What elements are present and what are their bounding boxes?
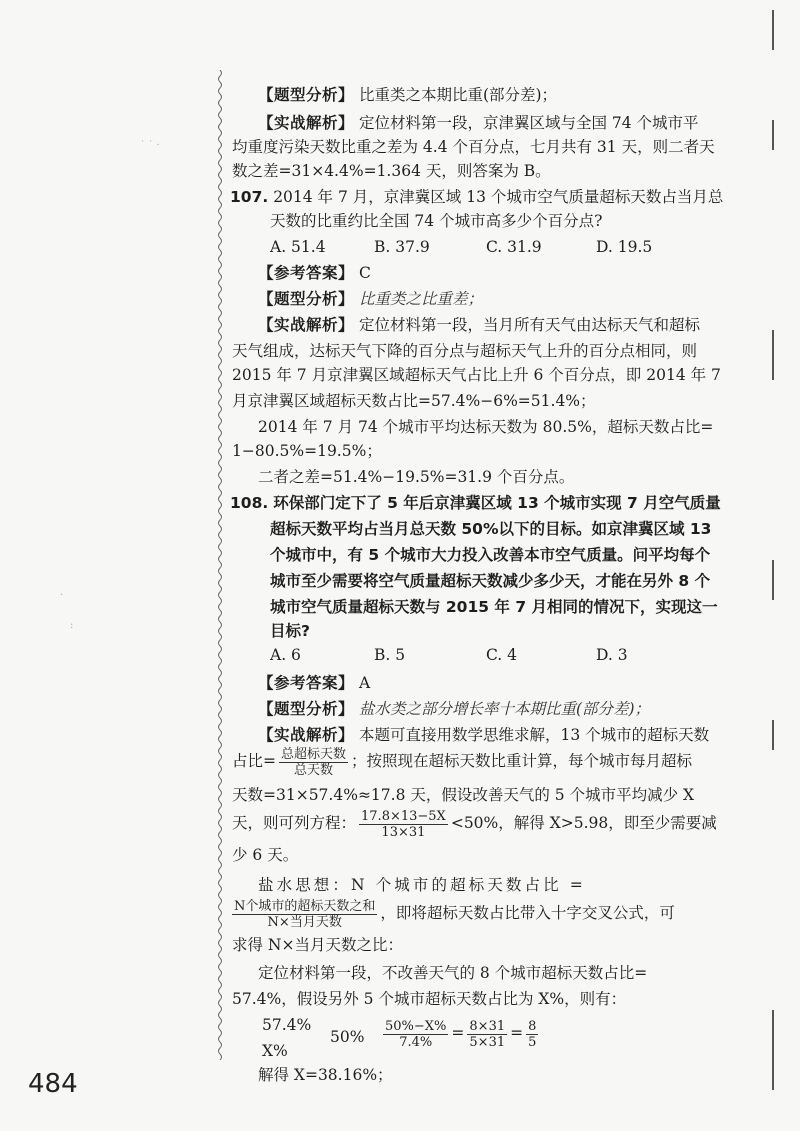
- text-line: 城市至少需要将空气质量超标天数减少多少天，才能在另外 8 个: [270, 572, 711, 590]
- cross-mid: 50%: [330, 1028, 365, 1046]
- binding-wavy-line: [216, 70, 224, 1060]
- scan-speck: :: [70, 620, 74, 631]
- option-b: B. 5: [374, 646, 406, 664]
- scan-speck: ·: [60, 590, 64, 601]
- margin-rule: [772, 720, 774, 750]
- scan-speck: ˙ ˙ ·: [140, 140, 160, 151]
- option-b: B. 37.9: [374, 238, 430, 256]
- text-line: 均重度污染天数比重之差为 4.4 个百分点，七月共有 31 天，则二者天: [232, 138, 715, 156]
- text-line: 天气组成，达标天气下降的百分点与超标天气上升的百分点相同，则: [232, 342, 698, 360]
- fraction: $\frac{8\times 31}{5\times 31}$: [469, 1018, 506, 1050]
- text-line: 天数的比重约比全国 74 个城市高多少个百分点?: [270, 212, 603, 230]
- option-a: A. 51.4: [270, 238, 326, 256]
- text-line: 【实战解析】 本题可直接用数学思维求解，13 个城市的超标天数: [258, 726, 710, 744]
- answer-108: 【参考答案】 A: [258, 674, 371, 692]
- margin-rule: [772, 120, 774, 150]
- page-number: 484: [28, 1069, 78, 1099]
- text-line: 【题型分析】 盐水类之部分增长率十本期比重(部分差)；: [258, 700, 651, 718]
- text-line: 1−80.5%=19.5%；: [232, 442, 382, 460]
- option-c: C. 4: [486, 646, 518, 664]
- option-d: D. 19.5: [596, 238, 653, 256]
- text-line: 解得 X=38.16%；: [258, 1066, 393, 1084]
- cross-a: 57.4%: [262, 1016, 312, 1034]
- text-line: 【实战解析】 定位材料第一段，当月所有天气由达标天气和超标: [258, 316, 700, 334]
- text-line: 【实战解析】 定位材料第一段，京津翼区域与全国 74 个城市平: [258, 114, 699, 132]
- text-line: 数之差=31×4.4%=1.364 天，则答案为 B。: [232, 162, 551, 180]
- options-107: [270, 236, 652, 258]
- fraction: $\frac{\text{总超标天数}}{\text{总天数}}$: [281, 746, 347, 778]
- fraction: $\frac{\text{N个城市的超标天数之和}}{\text{N×当月天数}}$: [234, 898, 376, 930]
- question-107: 107. 2014 年 7 月，京津冀区域 13 个城市空气质量超标天数占当月总: [230, 188, 724, 206]
- text-line: 二者之差=51.4%−19.5%=31.9 个百分点。: [258, 468, 575, 486]
- text-line: 2015 年 7 月京津翼区域超标天气占比上升 6 个百分点，即 2014 年 7: [232, 366, 721, 384]
- question-108: 108. 环保部门定下了 5 年后京津冀区域 13 个城市实现 7 月空气质量: [230, 494, 721, 512]
- cross-equation: $\frac{50\%-X\%}{7.4\%}$ = $\frac{8\times 31}{5\times 31}$ = $\frac{8}{5}$: [385, 1018, 537, 1050]
- fraction-line-2: 天，则可列方程： $\frac{17.8\times 13-5X}{13\times 31}$ <50%，解得 X>5.98，即至少需要减: [232, 808, 717, 840]
- fraction-line-1: 占比= $\frac{\text{总超标天数}}{\text{总天数}}$ ；按照现在超标天数比重计算，每个城市每月超标: [232, 746, 693, 778]
- text-line: 天数=31×57.4%≈17.8 天，假设改善天气的 5 个城市平均减少 X: [232, 786, 695, 804]
- option-c: C. 31.9: [486, 238, 542, 256]
- text-line: 盐水思想：N 个城市的超标天数占比 =: [258, 876, 586, 894]
- text-line: 定位材料第一段，不改善天气的 8 个城市超标天数占比=: [258, 964, 648, 982]
- margin-rule: [772, 10, 774, 50]
- margin-rule: [772, 1010, 774, 1090]
- option-a: A. 6: [270, 646, 301, 664]
- cross-b: X%: [262, 1042, 288, 1060]
- margin-rule: [772, 330, 774, 380]
- text-line: 超标天数平均占当月总天数 50%以下的目标。如京津冀区域 13: [270, 520, 712, 538]
- text-line: 57.4%，假设另外 5 个城市超标天数占比为 X%，则有：: [232, 990, 627, 1008]
- text-line: 【题型分析】 比重类之本期比重(部分差)；: [258, 86, 558, 104]
- option-d: D. 3: [596, 646, 628, 664]
- text-line: 月京津翼区域超标天数占比=57.4%−6%=51.4%；: [232, 392, 596, 410]
- fraction: $\frac{17.8\times 13-5X}{13\times 31}$: [361, 808, 446, 840]
- text-line: 2014 年 7 月 74 个城市平均达标天数为 80.5%，超标天数占比=: [258, 418, 714, 436]
- text-line: 个城市中，有 5 个城市大力投入改善本市空气质量。问平均每个: [270, 546, 711, 564]
- text-line: 少 6 天。: [232, 846, 299, 864]
- fraction: $\frac{8}{5}$: [528, 1018, 537, 1050]
- options-108: [270, 644, 628, 666]
- fraction: $\frac{50\%-X\%}{7.4\%}$: [385, 1018, 447, 1050]
- margin-rule: [772, 560, 774, 600]
- text-line: 目标?: [270, 622, 310, 640]
- answer-107: 【参考答案】 C: [258, 264, 371, 282]
- fraction-line-3: $\frac{\text{N个城市的超标天数之和}}{\text{N×当月天数}}$ ，即将超标天数占比带入十字交叉公式，可: [234, 898, 675, 930]
- text-line: 求得 N×当月天数之比：: [232, 936, 403, 954]
- text-line: 城市空气质量超标天数与 2015 年 7 月相同的情况下，实现这一: [270, 598, 718, 616]
- text-line: 【题型分析】 比重类之比重差；: [258, 290, 483, 308]
